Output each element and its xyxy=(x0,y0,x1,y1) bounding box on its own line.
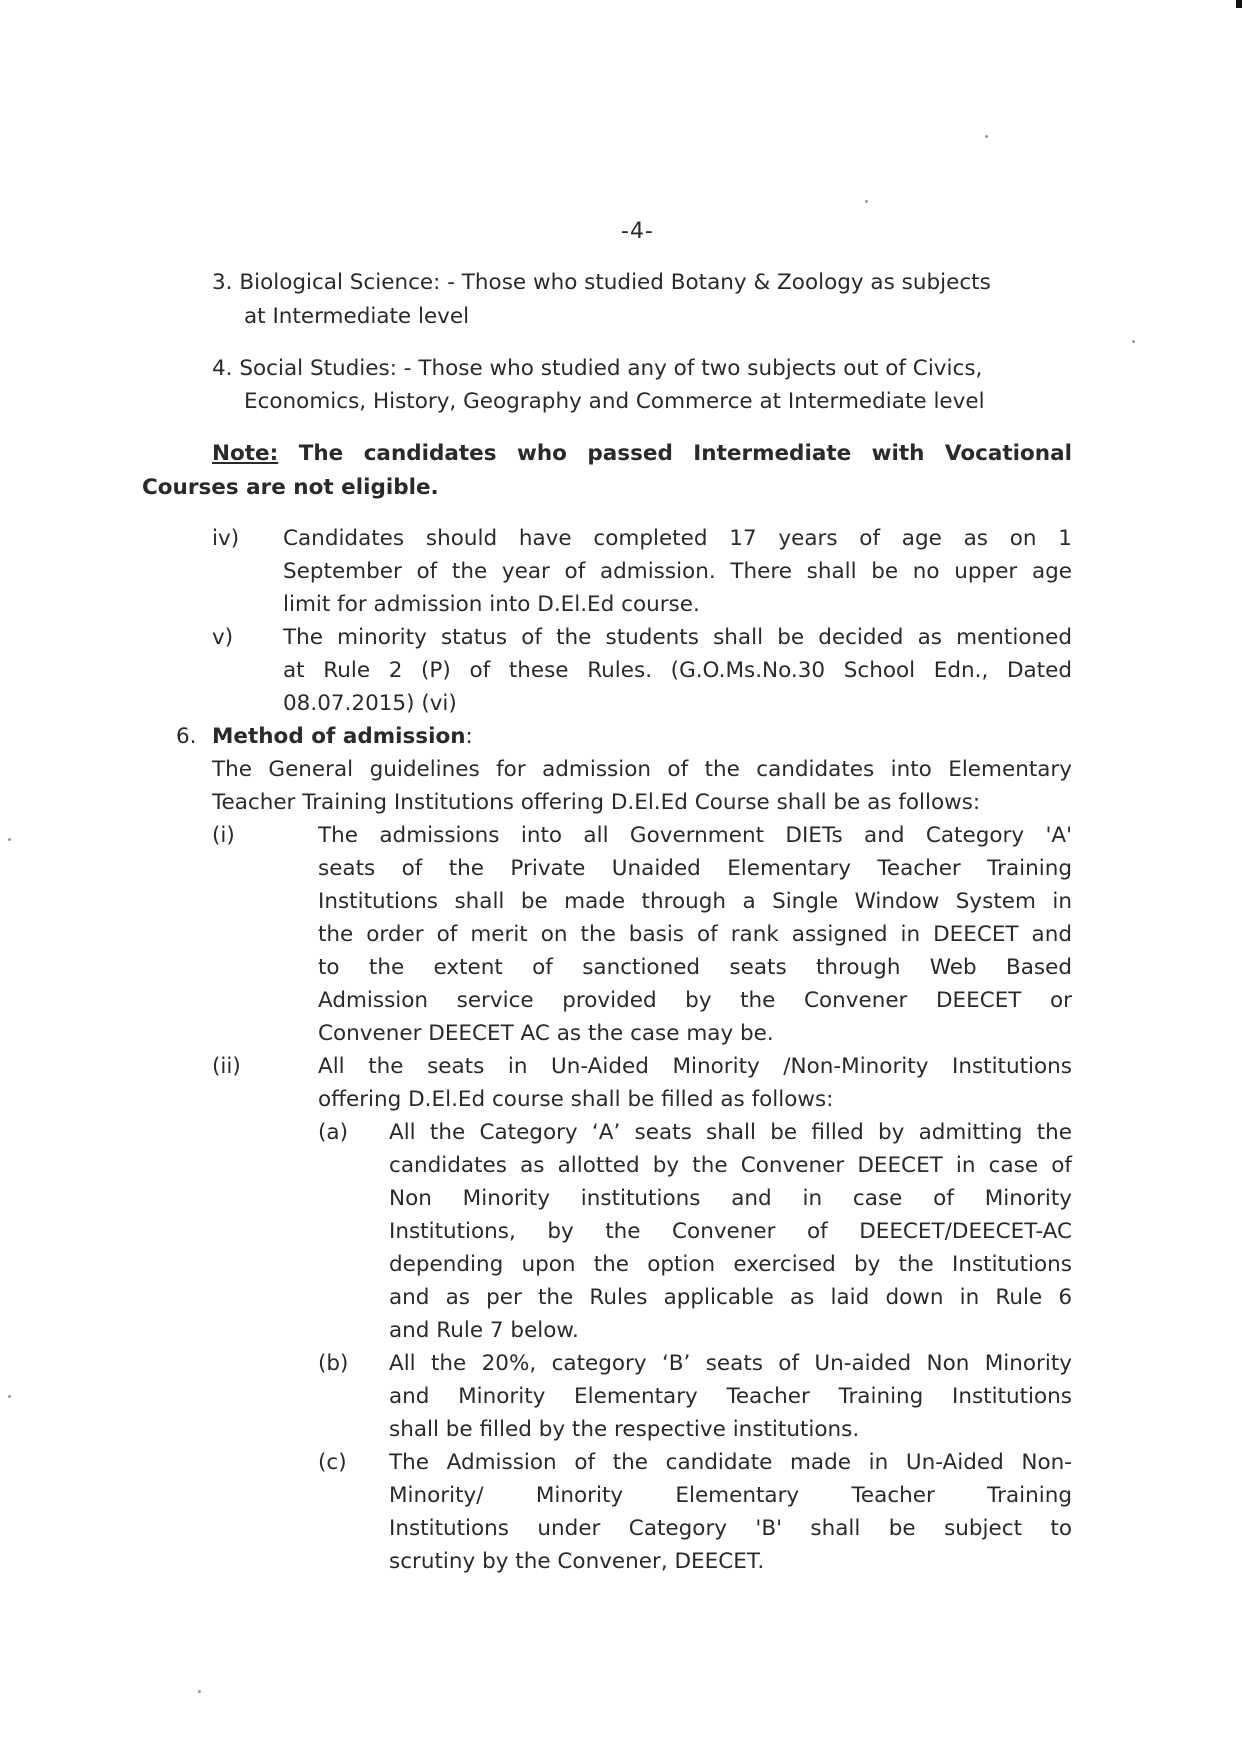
subitem-c-line: The Admission of the candidate made in Un-Aided Non- xyxy=(389,1450,1072,1475)
section-6-colon: : xyxy=(465,724,473,749)
condition-v-line: 08.07.2015) (vi) xyxy=(283,691,457,716)
section-6-intro-line: Teacher Training Institutions offering D.El.Ed Course shall be as follows: xyxy=(212,790,981,815)
scan-speck xyxy=(985,135,988,138)
subject-3-text: Biological Science: - Those who studied Botany & Zoology as subjects xyxy=(239,270,991,295)
subitem-c-label: (c) xyxy=(318,1450,347,1475)
item-i-line: to the extent of sanctioned seats through Web Based xyxy=(318,955,1072,980)
item-i-line: The admissions into all Government DIETs and Category 'A' xyxy=(318,823,1072,848)
condition-iv-line: September of the year of admission. There shall be no upper age xyxy=(283,559,1072,584)
subject-4-line-1 xyxy=(212,352,982,385)
section-6-number: 6. xyxy=(176,724,197,749)
subitem-a-line: depending upon the option exercised by the Institutions xyxy=(389,1252,1072,1277)
subitem-a-line: Non Minority institutions and in case of Minority xyxy=(389,1186,1072,1211)
scan-speck xyxy=(8,838,11,841)
subject-3-number: 3. xyxy=(212,270,233,295)
item-i-line: Institutions shall be made through a Single Window System in xyxy=(318,889,1072,914)
scan-speck xyxy=(198,1690,201,1693)
subitem-c-line: Minority/ Minority Elementary Teacher Training xyxy=(389,1483,1072,1508)
note-line-2: Courses are not eligible. xyxy=(142,475,439,500)
scan-speck xyxy=(865,200,868,203)
subject-3-line-2: at Intermediate level xyxy=(244,304,470,329)
subitem-a-line: Institutions, by the Convener of DEECET/DEECET-AC xyxy=(389,1219,1072,1244)
condition-v-line: The minority status of the students shall be decided as mentioned xyxy=(283,625,1072,650)
section-6-heading: Method of admission xyxy=(212,724,466,749)
subject-4-number: 4. xyxy=(212,356,233,381)
item-ii-label: (ii) xyxy=(212,1054,241,1079)
item-i-line: Admission service provided by the Convener DEECET or xyxy=(318,988,1072,1013)
subitem-b-label: (b) xyxy=(318,1351,349,1376)
item-i-label: (i) xyxy=(212,823,235,848)
note-line-1 xyxy=(212,437,1072,470)
condition-iv-line: limit for admission into D.El.Ed course. xyxy=(283,592,700,617)
subitem-a-line: candidates as allotted by the Convener DEECET in case of xyxy=(389,1153,1072,1178)
scan-corner-mark xyxy=(1236,0,1242,8)
subject-3-line-1 xyxy=(212,266,991,299)
subitem-a-line: All the Category ‘A’ seats shall be filled by admitting the xyxy=(389,1120,1072,1145)
subitem-b-line: shall be filled by the respective institutions. xyxy=(389,1417,860,1442)
item-i-line: seats of the Private Unaided Elementary Teacher Training xyxy=(318,856,1072,881)
subitem-a-line: and as per the Rules applicable as laid down in Rule 6 xyxy=(389,1285,1072,1310)
item-ii-line: offering D.El.Ed course shall be filled as follows: xyxy=(318,1087,834,1112)
page-number: -4- xyxy=(621,219,654,244)
subject-4-text: Social Studies: - Those who studied any of two subjects out of Civics, xyxy=(239,356,983,381)
scan-speck xyxy=(8,1395,11,1398)
item-i-line: Convener DEECET AC as the case may be. xyxy=(318,1021,774,1046)
item-ii-line: All the seats in Un-Aided Minority /Non-Minority Institutions xyxy=(318,1054,1072,1079)
section-6-heading-line xyxy=(212,720,473,753)
subitem-a-label: (a) xyxy=(318,1120,348,1145)
section-6-intro-line: The General guidelines for admission of the candidates into Elementary xyxy=(212,757,1072,782)
condition-v-label: v) xyxy=(212,625,234,650)
subitem-c-line: scrutiny by the Convener, DEECET. xyxy=(389,1549,765,1574)
condition-iv-line: Candidates should have completed 17 years of age as on 1 xyxy=(283,526,1072,551)
note-label: Note: xyxy=(212,441,279,466)
condition-iv-label: iv) xyxy=(212,526,240,551)
subitem-b-line: All the 20%, category ‘B’ seats of Un-aided Non Minority xyxy=(389,1351,1072,1376)
subitem-c-line: Institutions under Category 'B' shall be subject to xyxy=(389,1516,1072,1541)
condition-v-line: at Rule 2 (P) of these Rules. (G.O.Ms.No.30 School Edn., Dated xyxy=(283,658,1072,683)
subitem-a-line: and Rule 7 below. xyxy=(389,1318,579,1343)
subject-4-line-2: Economics, History, Geography and Commerce at Intermediate level xyxy=(244,389,985,414)
scan-speck xyxy=(1132,340,1135,343)
item-i-line: the order of merit on the basis of rank assigned in DEECET and xyxy=(318,922,1072,947)
subitem-b-line: and Minority Elementary Teacher Training Institutions xyxy=(389,1384,1072,1409)
note-text: The candidates who passed Intermediate with Vocational xyxy=(298,441,1072,466)
